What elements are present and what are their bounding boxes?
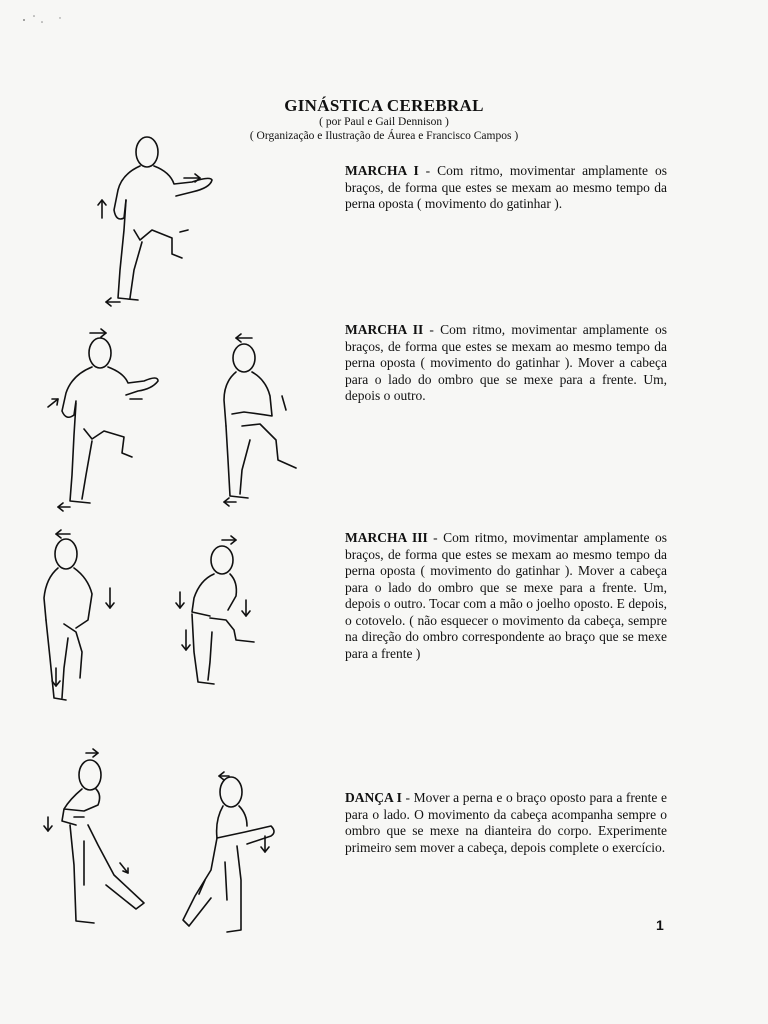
exercise-heading: DANÇA I (345, 790, 402, 805)
knee-touch-figure-icon (36, 528, 136, 713)
credits-line: ( Organização e Ilustração de Áurea e Francisco Campos ) (249, 130, 519, 142)
exercise-heading: MARCHA III (345, 530, 428, 545)
exercise-marcha-2 (345, 322, 667, 405)
exercise-marcha-3 (345, 530, 667, 662)
exercise-heading: MARCHA II (345, 322, 424, 337)
marching-figure-side-icon (200, 330, 310, 510)
elbow-touch-figure-icon (170, 532, 270, 697)
marching-figure-icon (40, 325, 170, 515)
exercise-marcha-1 (345, 163, 667, 213)
exercise-description: - Com ritmo, movimentar amplamente os braços, de forma que estes se mexam ao mesmo tempo da perna oposta ( movimento do gatinhar ). Mover a cabeça para o lado do ombro que se mexe para a frente. Um, depois o outro. (345, 322, 667, 403)
dance-figure-icon (40, 745, 160, 930)
authors-line: ( por Paul e Gail Dennison ) (319, 116, 449, 128)
exercise-description: - Com ritmo, movimentar amplamente os braços, de forma que estes se mexam ao mesmo tempo da perna oposta ( movimento do gatinhar ). Mover a cabeça para o lado do ombro que se mexe para a frente. Um, depois o outro. Tocar com a mão o joelho oposto. E depois, o cotovelo. ( não esquecer o movimento da cabeça, sempre na direção do ombro correspondente ao braço que se mexe para a frente ) (345, 530, 667, 661)
scan-speck (20, 10, 80, 30)
page-title: GINÁSTICA CEREBRAL (284, 96, 484, 115)
dance-figure-icon (175, 770, 285, 940)
marching-figure-icon (92, 130, 222, 310)
exercise-description: - Mover a perna e o braço oposto para a frente e para o lado. O movimento da cabeça acompanha sempre o ombro que se mexe na dianteira do corpo. Experimente primeiro sem mover a cabeça, depois complete o exercício. (345, 790, 668, 855)
exercise-danca-1 (345, 790, 667, 856)
page-number: 1 (656, 917, 664, 933)
exercise-heading: MARCHA I (345, 163, 419, 178)
exercise-description: - Com ritmo, movimentar amplamente os braços, de forma que estes se mexam ao mesmo tempo da perna oposta ( movimento do gatinhar ). (345, 163, 667, 211)
